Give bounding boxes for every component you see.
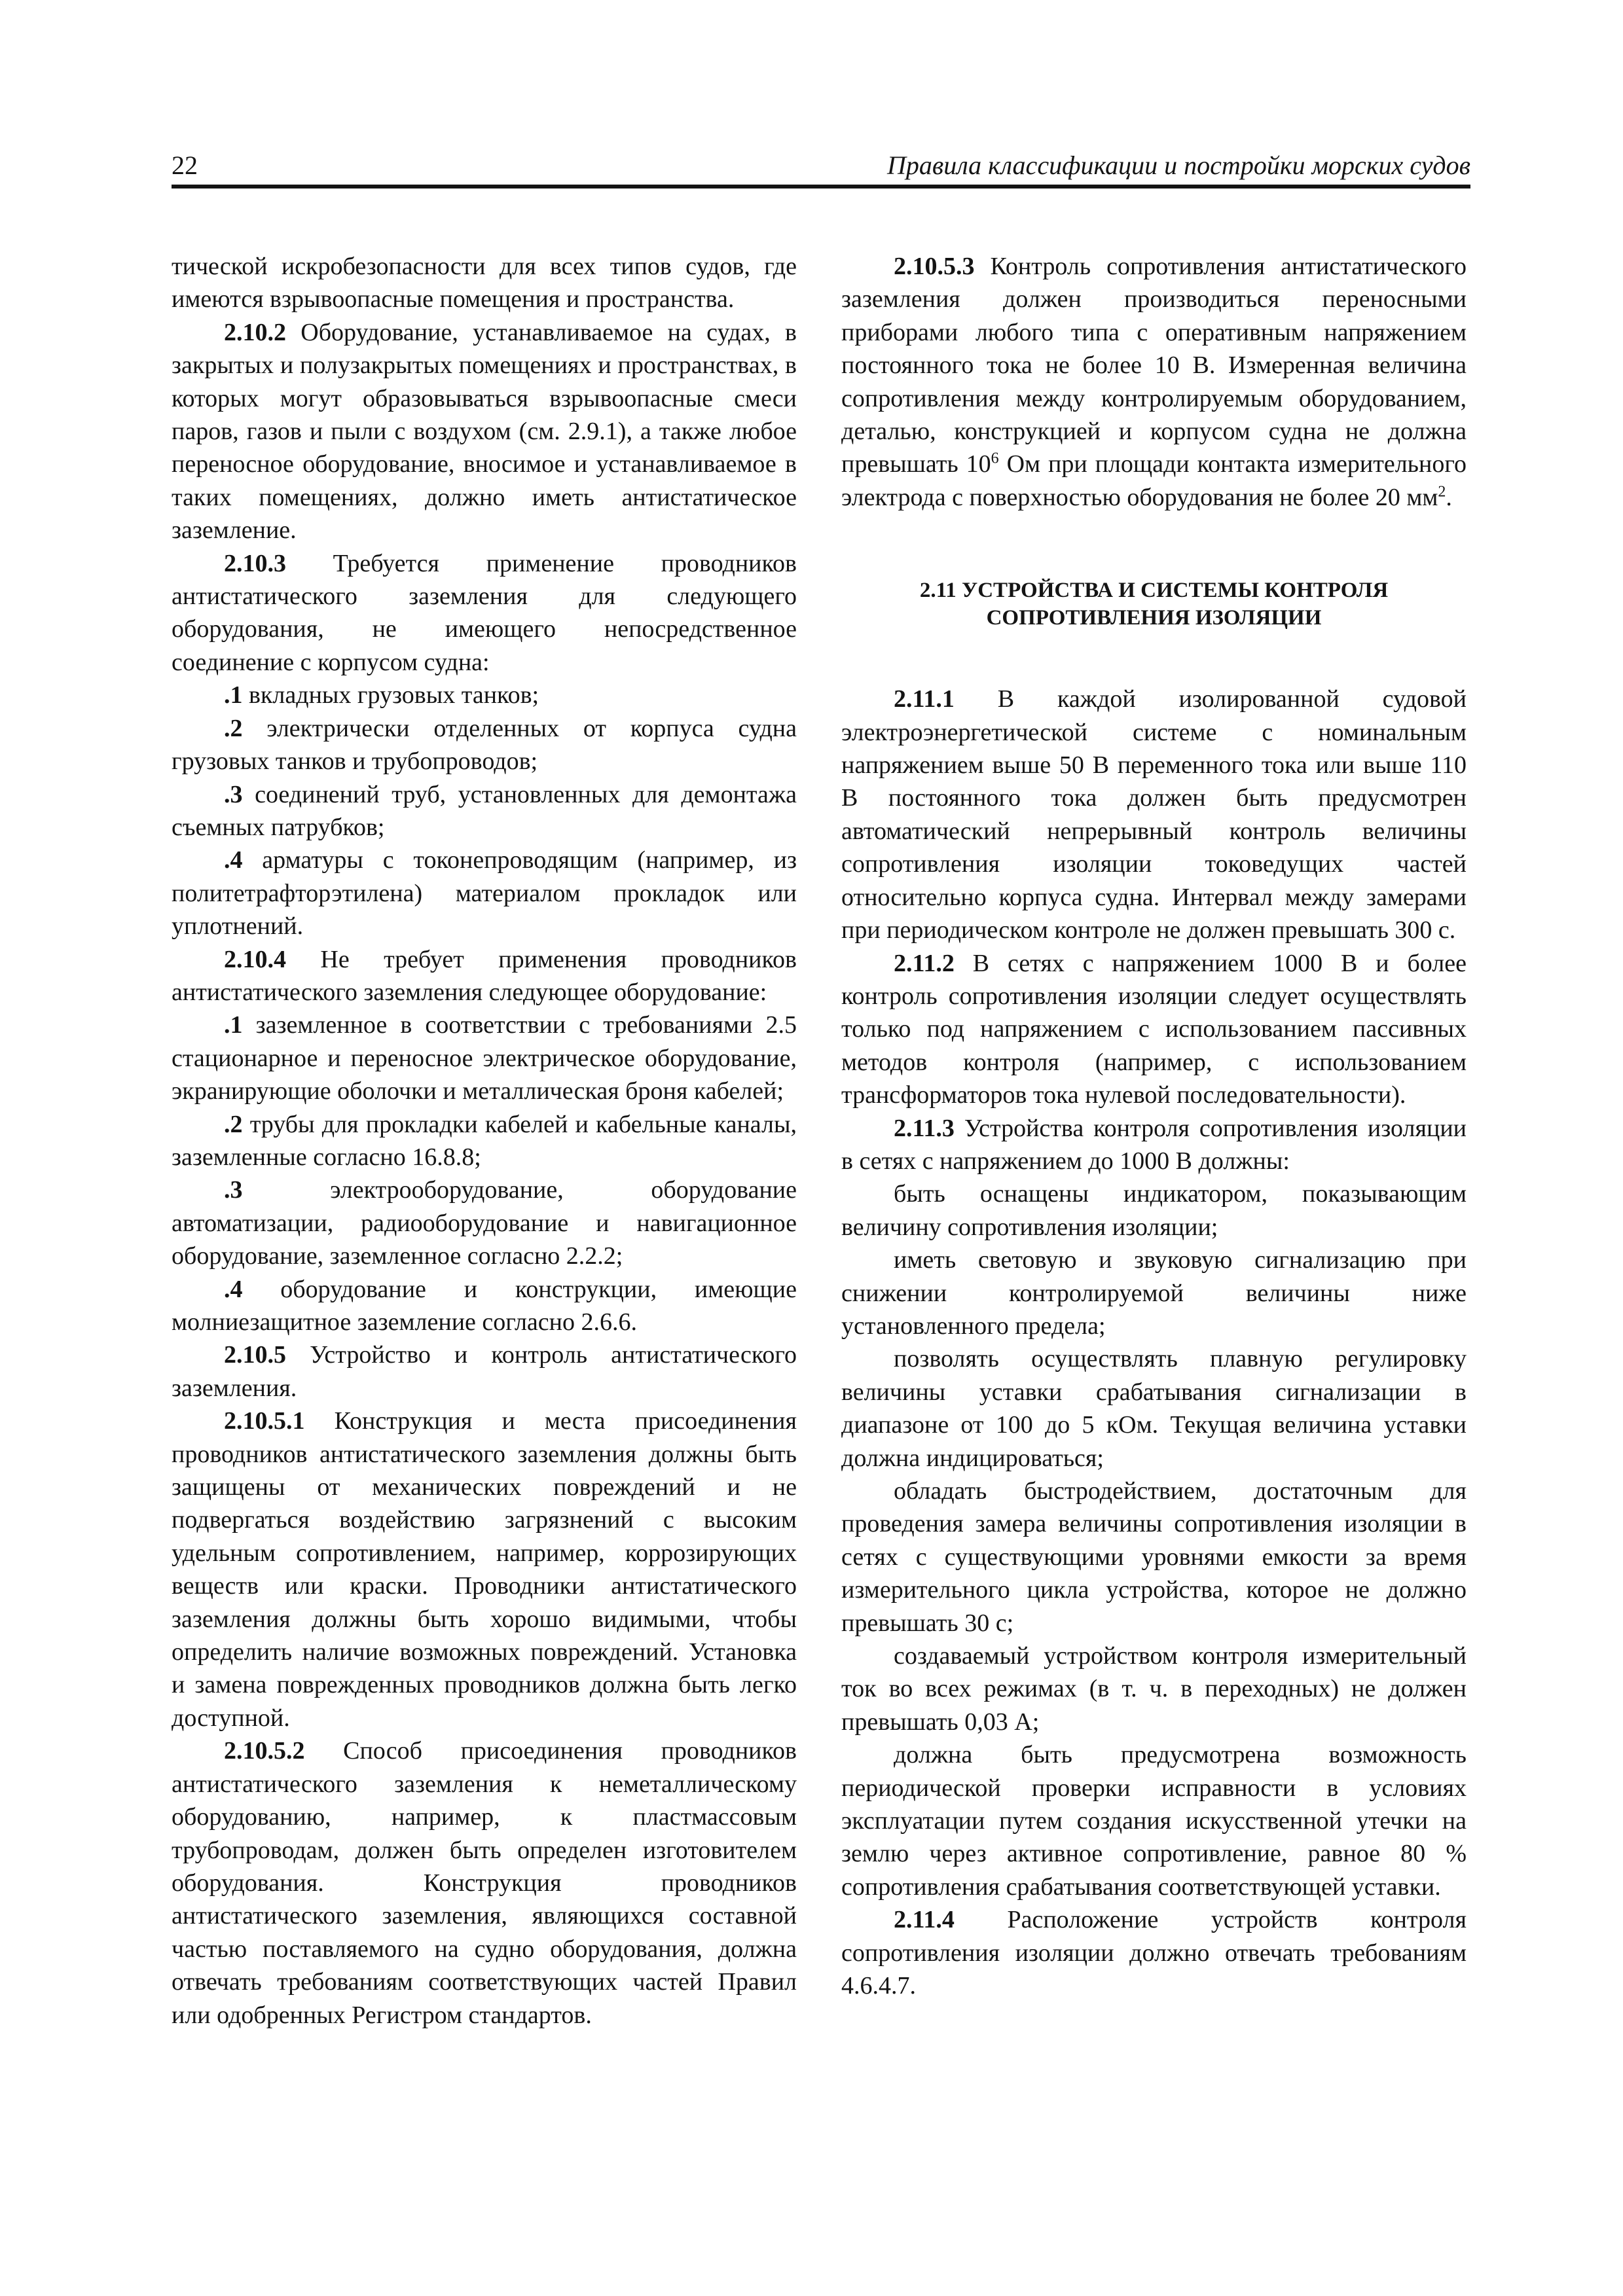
clause-2-11-1: 2.11.1 В каждой изолированной судовой электроэнергетической системе с номинальным напряжением выше 50 В переменного тока или выше 110 В постоянного тока должен быть предусмотрен автоматический непрерывный контроль величины сопротивления изоляции токоведущих частей относительно корпуса судна. Интервал между замерами при периодическом контроле не должен превышать 300 с. [841,685,1467,944]
running-title: Правила классификации и постройки морских судов [886,151,1470,180]
clause-2-11-4: 2.11.4 Расположение устройств контроля сопротивления изоляции должно отвечать требованиям 4.6.4.7. [841,1906,1467,2000]
list-item: .2 электрически отделенных от корпуса судна грузовых танков и трубопроводов; [172,714,797,776]
section-title: 2.11 УСТРОЙСТВА И СИСТЕМЫ КОНТРОЛЯ СОПРОТИВЛЕНИЯ ИЗОЛЯЦИИ [919,579,1389,630]
clause-2-11-2: 2.11.2 В сетях с напряжением 1000 В и более контроль сопротивления изоляции следует осуществлять только под напряжением с использованием пассивных методов контроля (например, с использованием трансформаторов тока нулевой последовательности). [841,949,1467,1109]
list-item: .1 вкладных грузовых танков; [224,681,539,709]
requirement-item: иметь световую и звуковую сигнализацию при снижении контролируемой величины ниже установленного предела; [841,1246,1467,1340]
clause-2-11-3: 2.11.3 Устройства контроля сопротивления изоляции в сетях с напряжением до 1000 В должны: [841,1114,1467,1175]
list-item: .3 соединений труб, установленных для демонтажа съемных патрубков; [172,780,797,841]
requirement-item: создаваемый устройством контроля измерительный ток во всех режимах (в т. ч. в переходных) не должен превышать 0,03 А; [841,1642,1467,1736]
page-header [172,145,1470,185]
requirement-item: должна быть предусмотрена возможность периодической проверки исправности в условиях эксплуатации путем создания искусственной утечки на землю через активное сопротивление, равное 80 % сопротивления срабатывания соответствующей уставки. [841,1741,1467,1901]
list-item: .1 заземленное в соответствии с требованиями 2.5 стационарное и переносное электрическое оборудование, экранирующие оболочки и металлическая броня кабелей; [172,1011,797,1105]
left-column [172,250,797,2032]
requirement-item: обладать быстродействием, достаточным для проведения замера величины сопротивления изоляции в сетях с существующими уровнями емкости за время измерительного цикла устройства, которое не должно превышать 30 с; [841,1477,1467,1637]
header-rule [172,185,1470,188]
list-item: .4 арматуры с токонепроводящим (например, из политетрафторэтилена) материалом прокладок или уплотнений. [172,846,797,941]
list-item: .4 оборудование и конструкции, имеющие молниезащитное заземление согласно 2.6.6. [172,1275,797,1336]
clause-2-10-5-2: 2.10.5.2 Способ присоединения проводников антистатического заземления к неметаллическому оборудованию, например, к пластмассовым трубопроводам, должен быть определен изготовителем оборудования. Конструкция проводников антистатического заземления, являющихся составной частью поставляемого на судно оборудования, должна отвечать требованиям соответствующих частей Правил или одобренных Регистром стандартов. [172,1737,797,2029]
page-number: 22 [172,151,198,180]
paragraph-continuation: тической искробезопасности для всех типов судов, где имеются взрывоопасные помещения и пространства. [172,253,797,314]
clause-2-10-5-1: 2.10.5.1 Конструкция и места присоединения проводников антистатического заземления должны быть защищены от механических повреждений и не подвергаться воздействию загрязнений с высоким удельным сопротивлением, например, коррозирующих веществ или краски. Проводники антистатического заземления должны быть хорошо видимыми, чтобы определить наличие возможных повреждений. Установка и замена поврежденных проводников должна быть легко доступной. [172,1407,797,1732]
clause-2-10-2: 2.10.2 Оборудование, устанавливаемое на судах, в закрытых и полузакрытых помещениях и пространствах, в которых могут образовываться взрывоопасные смеси паров, газов и пыли с воздухом (см. 2.9.1), а также любое переносное оборудование, вносимое и устанавливаемое в таких помещениях, должно иметь антистатическое заземление. [172,318,797,545]
clause-2-10-5: 2.10.5 Устройство и контроль антистатического заземления. [172,1341,797,1402]
list-item: .3 электрооборудование, оборудование автоматизации, радиооборудование и навигационное оборудование, заземленное согласно 2.2.2; [172,1176,797,1270]
clause-2-10-3: 2.10.3 Требуется применение проводников антистатического заземления для следующего оборудования, не имеющего непосредственное соединение с корпусом судна: [172,549,797,676]
clause-2-10-4: 2.10.4 Не требует применения проводников антистатического заземления следующее оборудование: [172,945,797,1006]
right-column [841,250,1467,2003]
requirement-item: позволять осуществлять плавную регулировку величины уставки срабатывания сигнализации в диапазоне от 100 до 5 кОм. Текущая величина уставки должна индицироваться; [841,1345,1467,1472]
list-item: .2 трубы для прокладки кабелей и кабельные каналы, заземленные согласно 16.8.8; [172,1110,797,1171]
clause-2-10-5-3: 2.10.5.3 Контроль сопротивления антистатического заземления должен производиться переносными приборами любого типа с оперативным напряжением постоянного тока не более 10 В. Измеренная величина сопротивления между контролируемым оборудованием, деталью, конструкцией и корпусом судна не должна превышать $10^6$ Ом при площади контакта измерительного электрода с поверхностью оборудования не более 20 $мм^2$. [841,253,1467,511]
requirement-item: быть оснащены индикатором, показывающим величину сопротивления изоляции; [841,1180,1467,1241]
